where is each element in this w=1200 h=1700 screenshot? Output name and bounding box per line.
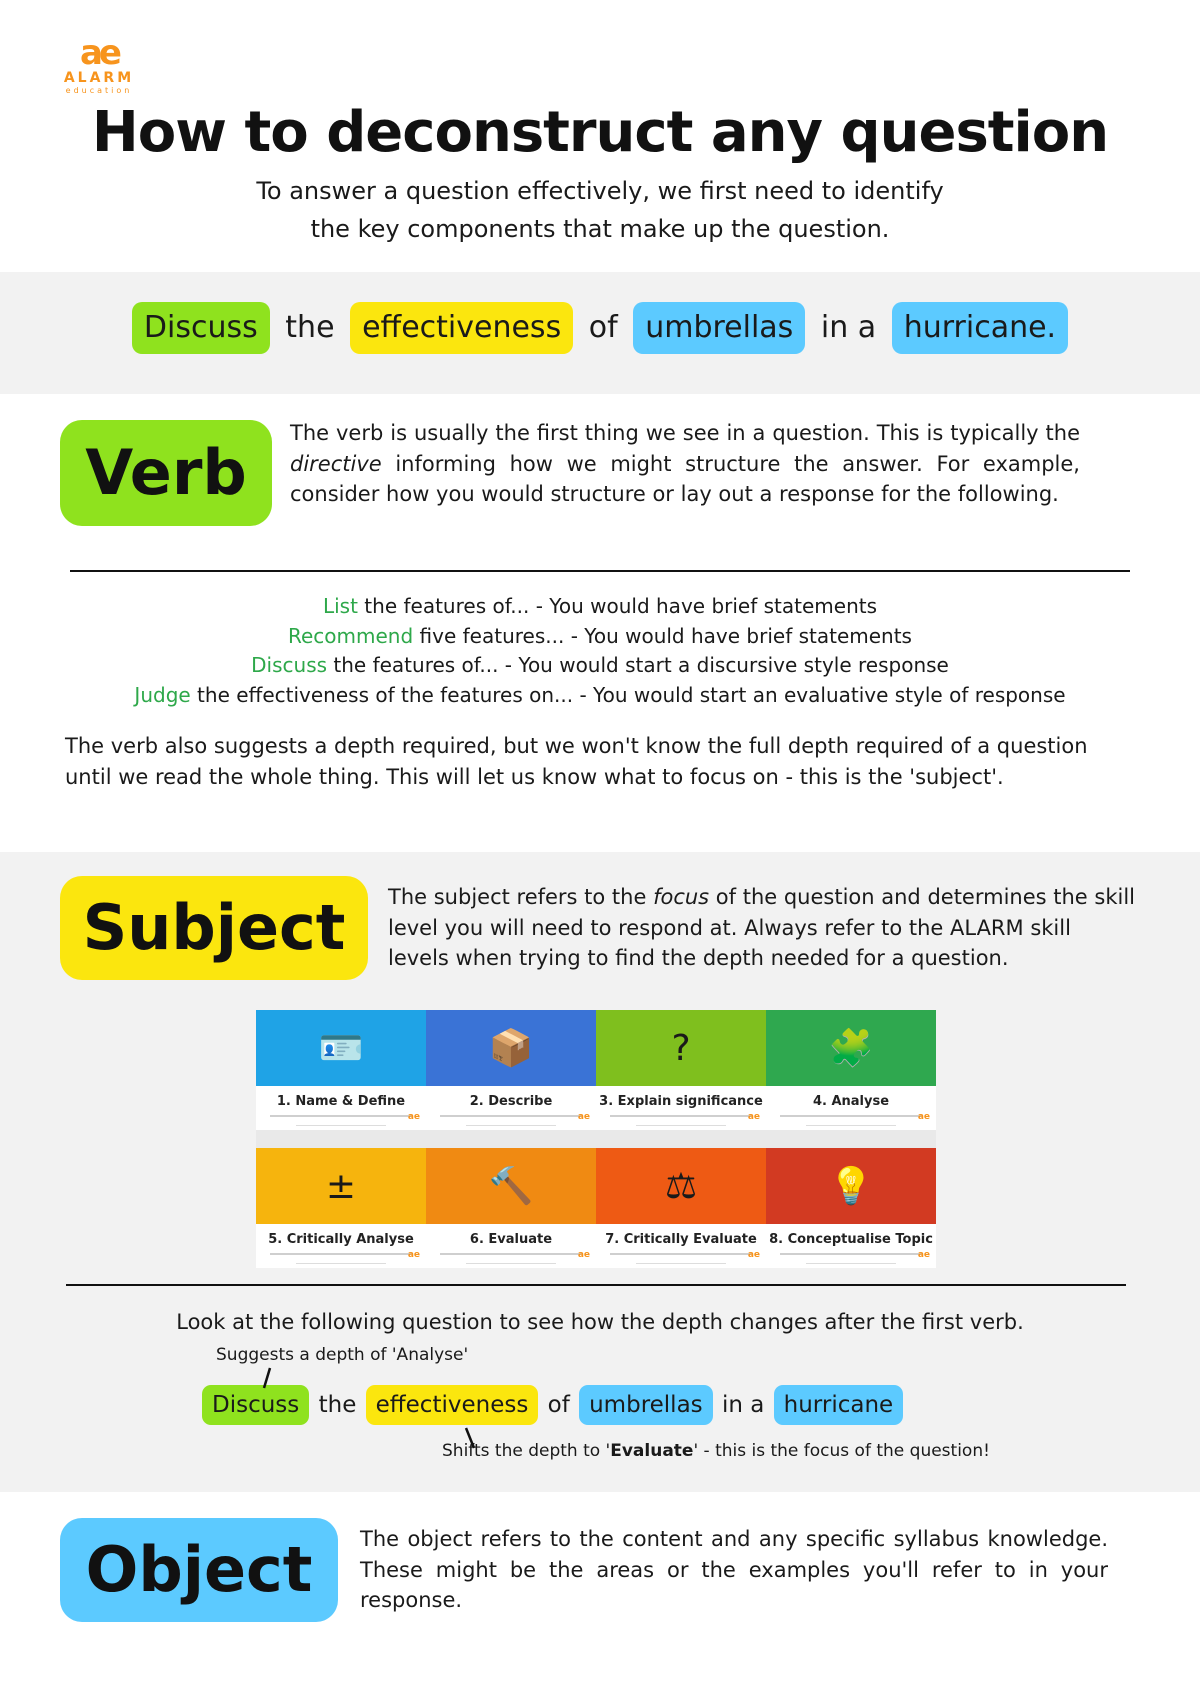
skill-label: 4. Analyse <box>812 1094 890 1109</box>
alarm-logo <box>54 33 144 96</box>
skill-card-header <box>596 1010 766 1086</box>
question-subject-chip: effectiveness <box>350 302 573 354</box>
verb-example <box>0 622 1200 652</box>
skill-card <box>256 1010 426 1130</box>
skill-card <box>426 1148 596 1268</box>
verb-emphasis: directive <box>290 451 382 476</box>
example-verb: Recommend <box>288 623 414 648</box>
skill-card-header <box>426 1010 596 1086</box>
annotated-question <box>202 1385 903 1425</box>
example-verb: Discuss <box>251 653 328 677</box>
question-object-chip: hurricane. <box>892 302 1068 354</box>
skill-card-logo: ae <box>747 1250 760 1260</box>
plus-minus-cloud-icon: ± <box>325 1165 357 1207</box>
intro-line-1: To answer a question effectively, we first need to identify <box>256 177 944 205</box>
skill-card-header <box>766 1148 936 1224</box>
question-verb-chip: Discuss <box>202 1385 309 1425</box>
id-badge-icon: 🪪 <box>318 1028 364 1069</box>
skill-footer-line <box>806 1263 896 1264</box>
skill-card-logo: ae <box>407 1250 420 1260</box>
skill-card-header <box>766 1010 936 1086</box>
skill-card-header <box>596 1148 766 1224</box>
subject-keyword: subject <box>915 764 992 789</box>
skill-card-logo: ae <box>577 1250 590 1260</box>
verb-badge: Verb <box>60 420 272 526</box>
skill-footer-line <box>636 1263 726 1264</box>
skill-subtitle-line <box>780 1253 922 1255</box>
skill-footer-line <box>466 1125 556 1126</box>
verb-depth-text <box>65 731 1095 792</box>
open-box-icon: 📦 <box>488 1028 534 1069</box>
skill-card <box>766 1148 936 1268</box>
puzzle-icon: 🧩 <box>828 1028 874 1069</box>
intro-text <box>150 172 1050 248</box>
skill-card <box>426 1010 596 1130</box>
subject-emphasis: focus <box>653 885 710 909</box>
skill-card <box>766 1010 936 1130</box>
question-word: in a <box>820 310 877 345</box>
gavel-icon: 🔨 <box>488 1166 534 1207</box>
question-verb-chip: Discuss <box>132 302 270 354</box>
skill-card-logo: ae <box>577 1112 590 1122</box>
verb-text: The verb is usually the first thing we see in a question. This is typically the <box>290 421 1080 445</box>
skill-subtitle-line <box>610 1115 752 1117</box>
skill-footer-line <box>466 1263 556 1264</box>
skill-card-logo: ae <box>407 1112 420 1122</box>
skill-label: 3. Explain significance <box>599 1094 763 1109</box>
question-bubble-icon: ? <box>671 1027 691 1069</box>
page-title: How to deconstruct any question <box>91 100 1109 165</box>
light-bulb-icon: 💡 <box>828 1166 874 1207</box>
divider <box>66 1284 1126 1286</box>
question-word: the <box>285 310 335 345</box>
skill-card <box>596 1148 766 1268</box>
subject-text: of the question and determines the skill level you will need to respond at. Always refer to the ALARM skill levels when trying to find the depth needed for a question. <box>388 885 1135 970</box>
skill-subtitle-line <box>270 1115 412 1117</box>
annotation-keyword: Evaluate <box>610 1441 694 1461</box>
skill-card-header <box>256 1010 426 1086</box>
annotation-evaluate <box>442 1441 990 1461</box>
skill-footer-line <box>636 1125 726 1126</box>
verb-depth-text-part: '. <box>991 764 1004 789</box>
skill-subtitle-line <box>270 1253 412 1255</box>
example-text: the features of... - You would have brief statements <box>357 594 878 618</box>
skill-label: 1. Name & Define <box>276 1094 406 1109</box>
intro-line-2: the key components that make up the question. <box>310 215 890 243</box>
verb-depth-text-part: The verb also suggests a depth required, but we won't know the full depth required of a question until we read the whole thing. This will let us know what to focus on - this is the ' <box>65 734 1088 789</box>
example-text: five features... - You would have brief statements <box>413 623 912 648</box>
verb-description <box>290 418 1080 510</box>
skill-row <box>256 1148 936 1268</box>
skill-label: 2. Describe <box>469 1094 553 1109</box>
skill-label: 7. Critically Evaluate <box>605 1232 757 1247</box>
scales-icon: ⚖ <box>664 1165 698 1207</box>
logo-subtext: education <box>65 86 133 95</box>
skill-subtitle-line <box>440 1115 582 1117</box>
skill-label: 6. Evaluate <box>469 1232 553 1247</box>
question-word: the <box>318 1392 357 1418</box>
logo-wordmark: ALARM <box>63 70 135 86</box>
skill-card <box>256 1148 426 1268</box>
question-word: of <box>588 310 618 345</box>
verb-example <box>0 592 1200 622</box>
annotation-analyse: Suggests a depth of 'Analyse' <box>216 1345 469 1365</box>
example-question <box>0 302 1200 354</box>
question-object-chip: hurricane <box>774 1385 904 1425</box>
question-word: of <box>547 1392 570 1418</box>
question-subject-chip: effectiveness <box>366 1385 539 1425</box>
subject-text: The subject refers to the <box>388 885 654 909</box>
skill-card-logo: ae <box>747 1112 760 1122</box>
logo-mark: ae <box>79 33 118 73</box>
skill-label: 5. Critically Analyse <box>268 1232 414 1247</box>
subject-description <box>388 882 1138 974</box>
verb-example <box>0 651 1200 681</box>
example-verb: Judge <box>134 682 191 707</box>
verb-example <box>0 681 1200 711</box>
skill-footer-line <box>296 1125 386 1126</box>
skill-footer-line <box>806 1125 896 1126</box>
example-text: the features of... - You would start a discursive style response <box>327 653 949 677</box>
question-object-chip: umbrellas <box>633 302 805 354</box>
look-at-text: Look at the following question to see how the depth changes after the first verb. <box>176 1310 1024 1334</box>
skill-subtitle-line <box>440 1253 582 1255</box>
skill-card-header <box>256 1148 426 1224</box>
skill-card <box>596 1010 766 1130</box>
skill-label: 8. Conceptualise Topic <box>769 1232 933 1247</box>
skill-levels-grid <box>256 1010 936 1268</box>
skill-footer-line <box>296 1263 386 1264</box>
skill-card-header <box>426 1148 596 1224</box>
subject-badge: Subject <box>60 876 368 980</box>
example-text: the effectiveness of the features on... - You would start an evaluative style of response <box>190 682 1066 707</box>
example-verb: List <box>322 594 358 618</box>
question-word: in a <box>721 1392 765 1418</box>
object-description: The object refers to the content and any specific syllabus knowledge. These might be the areas or the examples you'll refer to in your response. <box>360 1527 1108 1612</box>
divider <box>70 570 1130 572</box>
verb-text: informing how we might structure the answer. For example, consider how you would structure or lay out a response for the following. <box>290 451 1080 506</box>
annotation-text: Shifts the depth to ' <box>442 1441 611 1461</box>
skill-subtitle-line <box>780 1115 922 1117</box>
skill-card-logo: ae <box>917 1112 930 1122</box>
skill-row <box>256 1010 936 1130</box>
question-object-chip: umbrellas <box>579 1385 713 1425</box>
verb-examples <box>0 592 1200 710</box>
annotation-text: ' - this is the focus of the question! <box>693 1441 990 1461</box>
skill-card-logo: ae <box>917 1250 930 1260</box>
object-badge: Object <box>60 1518 338 1622</box>
skill-subtitle-line <box>610 1253 752 1255</box>
